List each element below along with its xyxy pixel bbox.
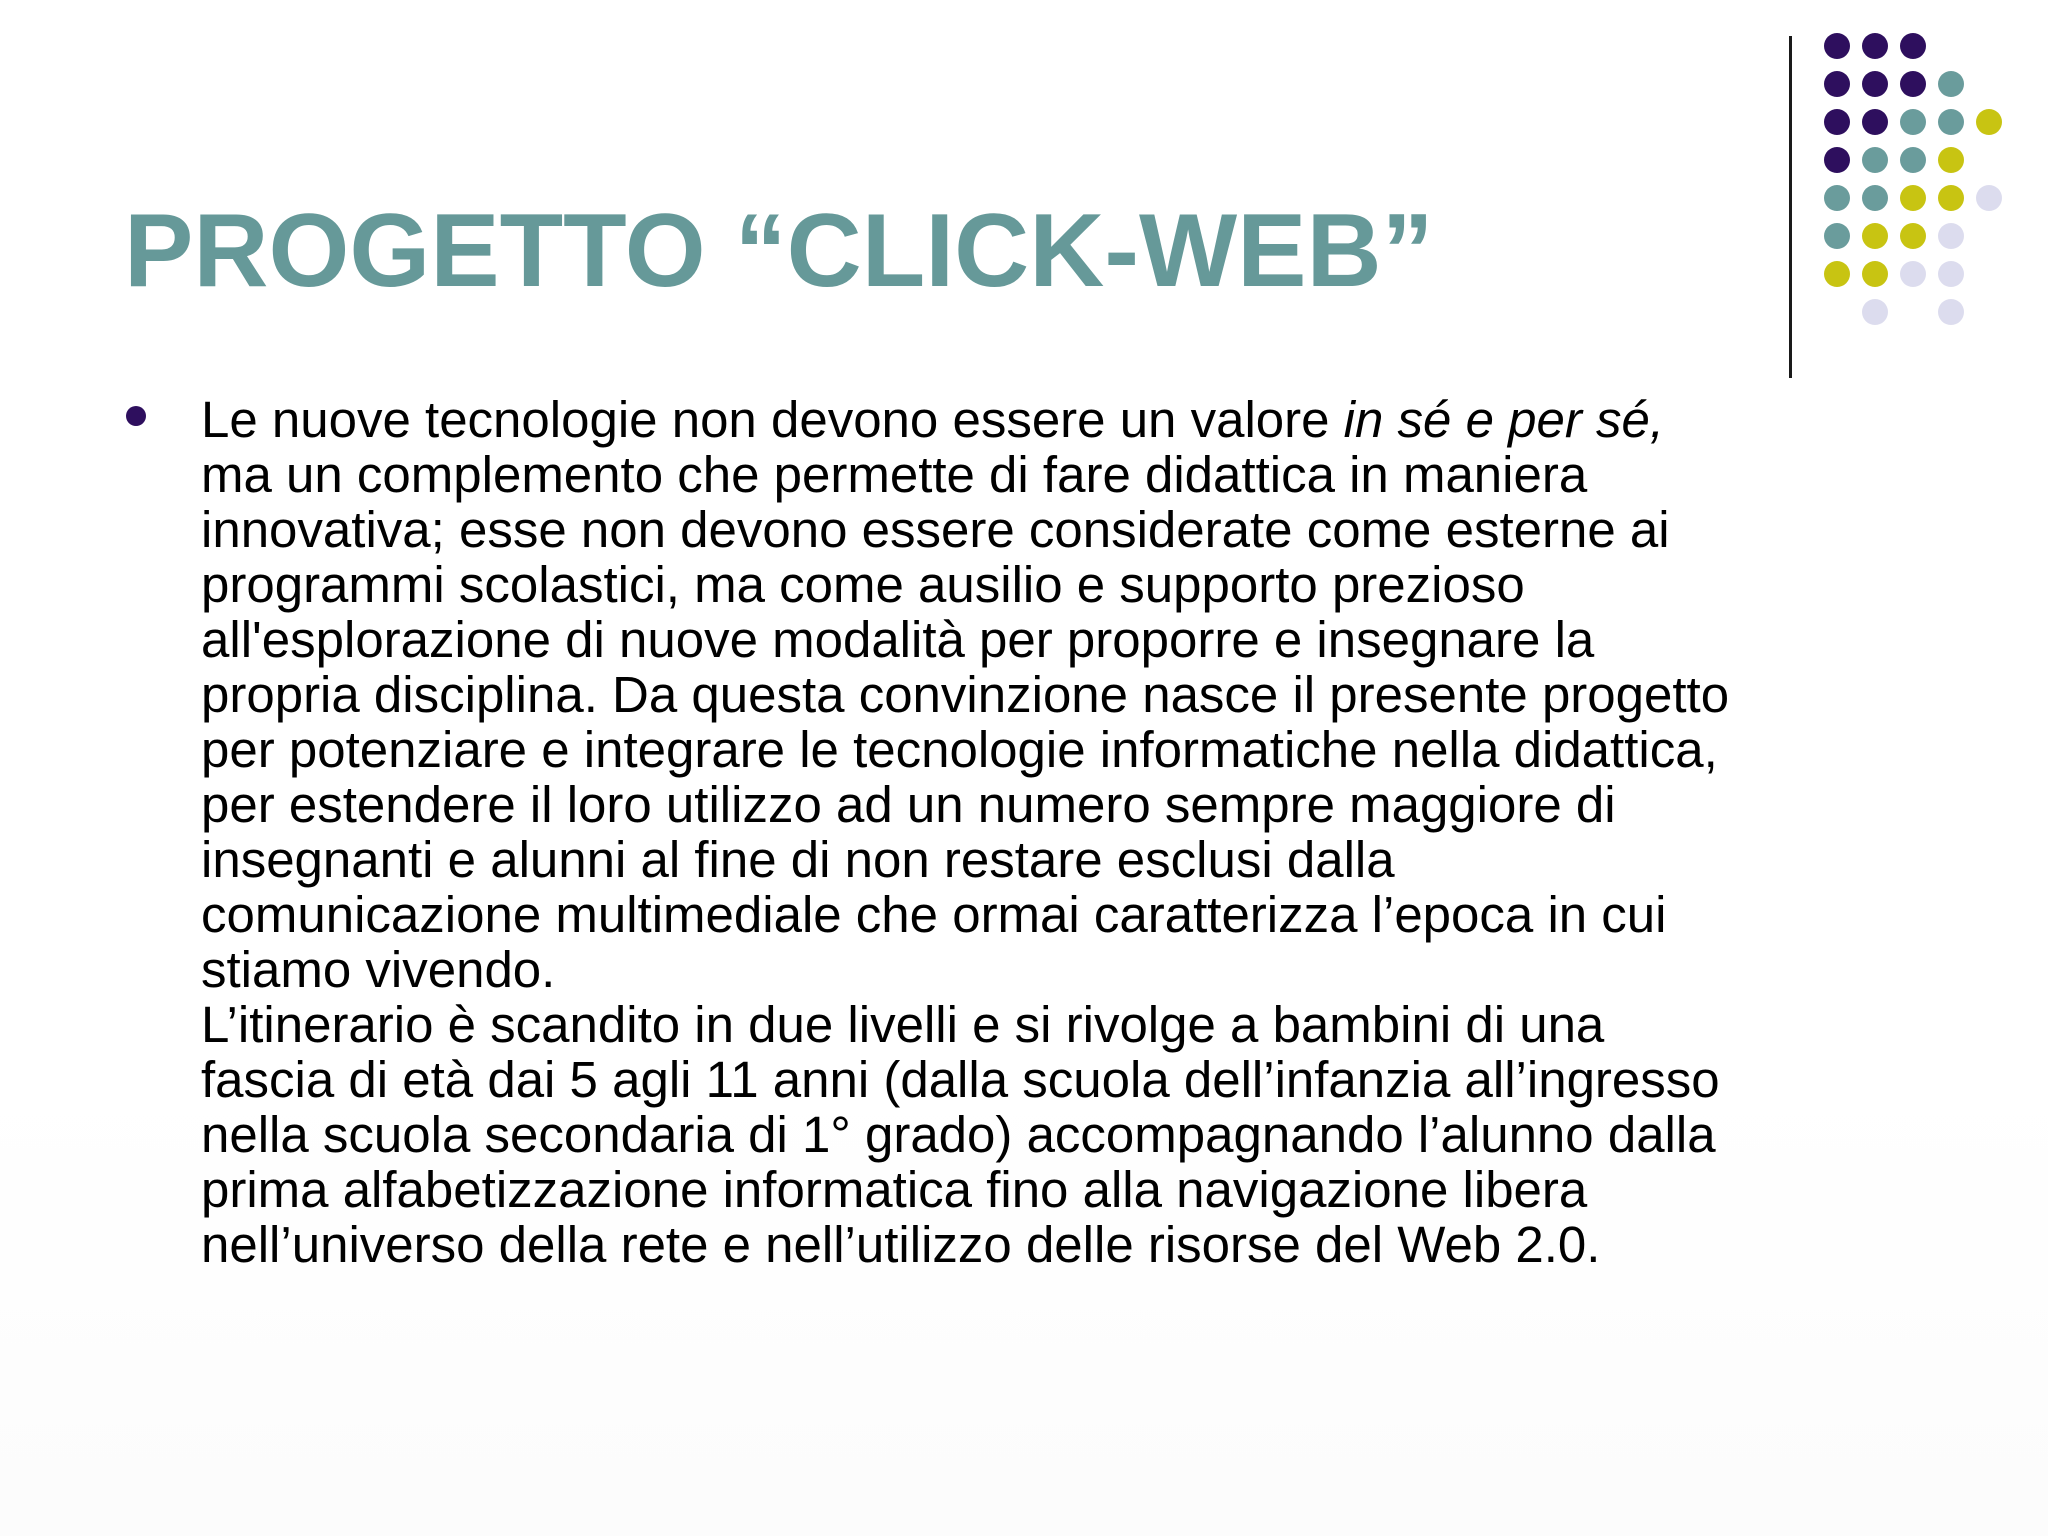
body-line: L’itinerario è scandito in due livelli e si rivolge a bambini di una (201, 996, 1605, 1053)
decorative-dot (1900, 147, 1926, 173)
body-line (201, 392, 1921, 447)
decorative-dot (1862, 185, 1888, 211)
decorative-dot (1976, 185, 2002, 211)
decorative-dot (1862, 223, 1888, 249)
decorative-dot (1862, 299, 1888, 325)
decorative-dot (1824, 71, 1850, 97)
decorative-dot (1900, 33, 1926, 59)
body-line: per estendere il loro utilizzo ad un numero sempre maggiore di (201, 776, 1616, 833)
decorative-dot (1938, 71, 1964, 97)
body-line: nell’universo della rete e nell’utilizzo delle risorse del Web 2.0. (201, 1216, 1601, 1273)
decorative-dot (1900, 223, 1926, 249)
decorative-dot (1824, 223, 1850, 249)
decorative-dot (1824, 147, 1850, 173)
body-line: propria disciplina. Da questa convinzione nasce il presente progetto (201, 666, 1730, 723)
decorative-dot (1938, 185, 1964, 211)
decorative-dot (1824, 109, 1850, 135)
decorative-dot (1862, 147, 1888, 173)
body-line: all'esplorazione di nuove modalità per proporre e insegnare la (201, 611, 1595, 668)
decorative-dot (1900, 109, 1926, 135)
decorative-dot (1938, 109, 1964, 135)
body-line: ma un complemento che permette di fare didattica in maniera (201, 446, 1588, 503)
decorative-dot (1938, 223, 1964, 249)
decorative-dot (1862, 109, 1888, 135)
decorative-dot (1938, 147, 1964, 173)
body-line: comunicazione multimediale che ormai caratterizza l’epoca in cui (201, 886, 1667, 943)
decorative-dot (1862, 71, 1888, 97)
body-line-plain: Le nuove tecnologie non devono essere un valore (201, 391, 1344, 448)
body-paragraph (201, 392, 1921, 1272)
decorative-dot (1976, 109, 2002, 135)
decorative-dot (1824, 261, 1850, 287)
bullet-icon (126, 406, 146, 426)
decorative-dot (1938, 299, 1964, 325)
body-line: stiamo vivendo. (201, 941, 556, 998)
title-divider-line (1789, 36, 1792, 378)
decorative-dot (1824, 185, 1850, 211)
body-line: fascia di età dai 5 agli 11 anni (dalla scuola dell’infanzia all’ingresso (201, 1051, 1720, 1108)
body-line-italic: in sé e per sé, (1343, 391, 1665, 448)
body-line: prima alfabetizzazione informatica fino alla navigazione libera (201, 1161, 1588, 1218)
decorative-dot (1824, 33, 1850, 59)
decorative-dot (1900, 261, 1926, 287)
body-line: per potenziare e integrare le tecnologie informatiche nella didattica, (201, 721, 1718, 778)
decorative-dot (1938, 261, 1964, 287)
decorative-dot (1862, 33, 1888, 59)
slide-title: PROGETTO “CLICK-WEB” (124, 193, 1434, 309)
decorative-dot (1900, 71, 1926, 97)
body-line: innovativa; esse non devono essere considerate come esterne ai (201, 501, 1670, 558)
body-line: programmi scolastici, ma come ausilio e supporto prezioso (201, 556, 1525, 613)
body-line: nella scuola secondaria di 1° grado) accompagnando l’alunno dalla (201, 1106, 1716, 1163)
decorative-dot (1900, 185, 1926, 211)
body-line: insegnanti e alunni al fine di non restare esclusi dalla (201, 831, 1395, 888)
decorative-dot (1862, 261, 1888, 287)
